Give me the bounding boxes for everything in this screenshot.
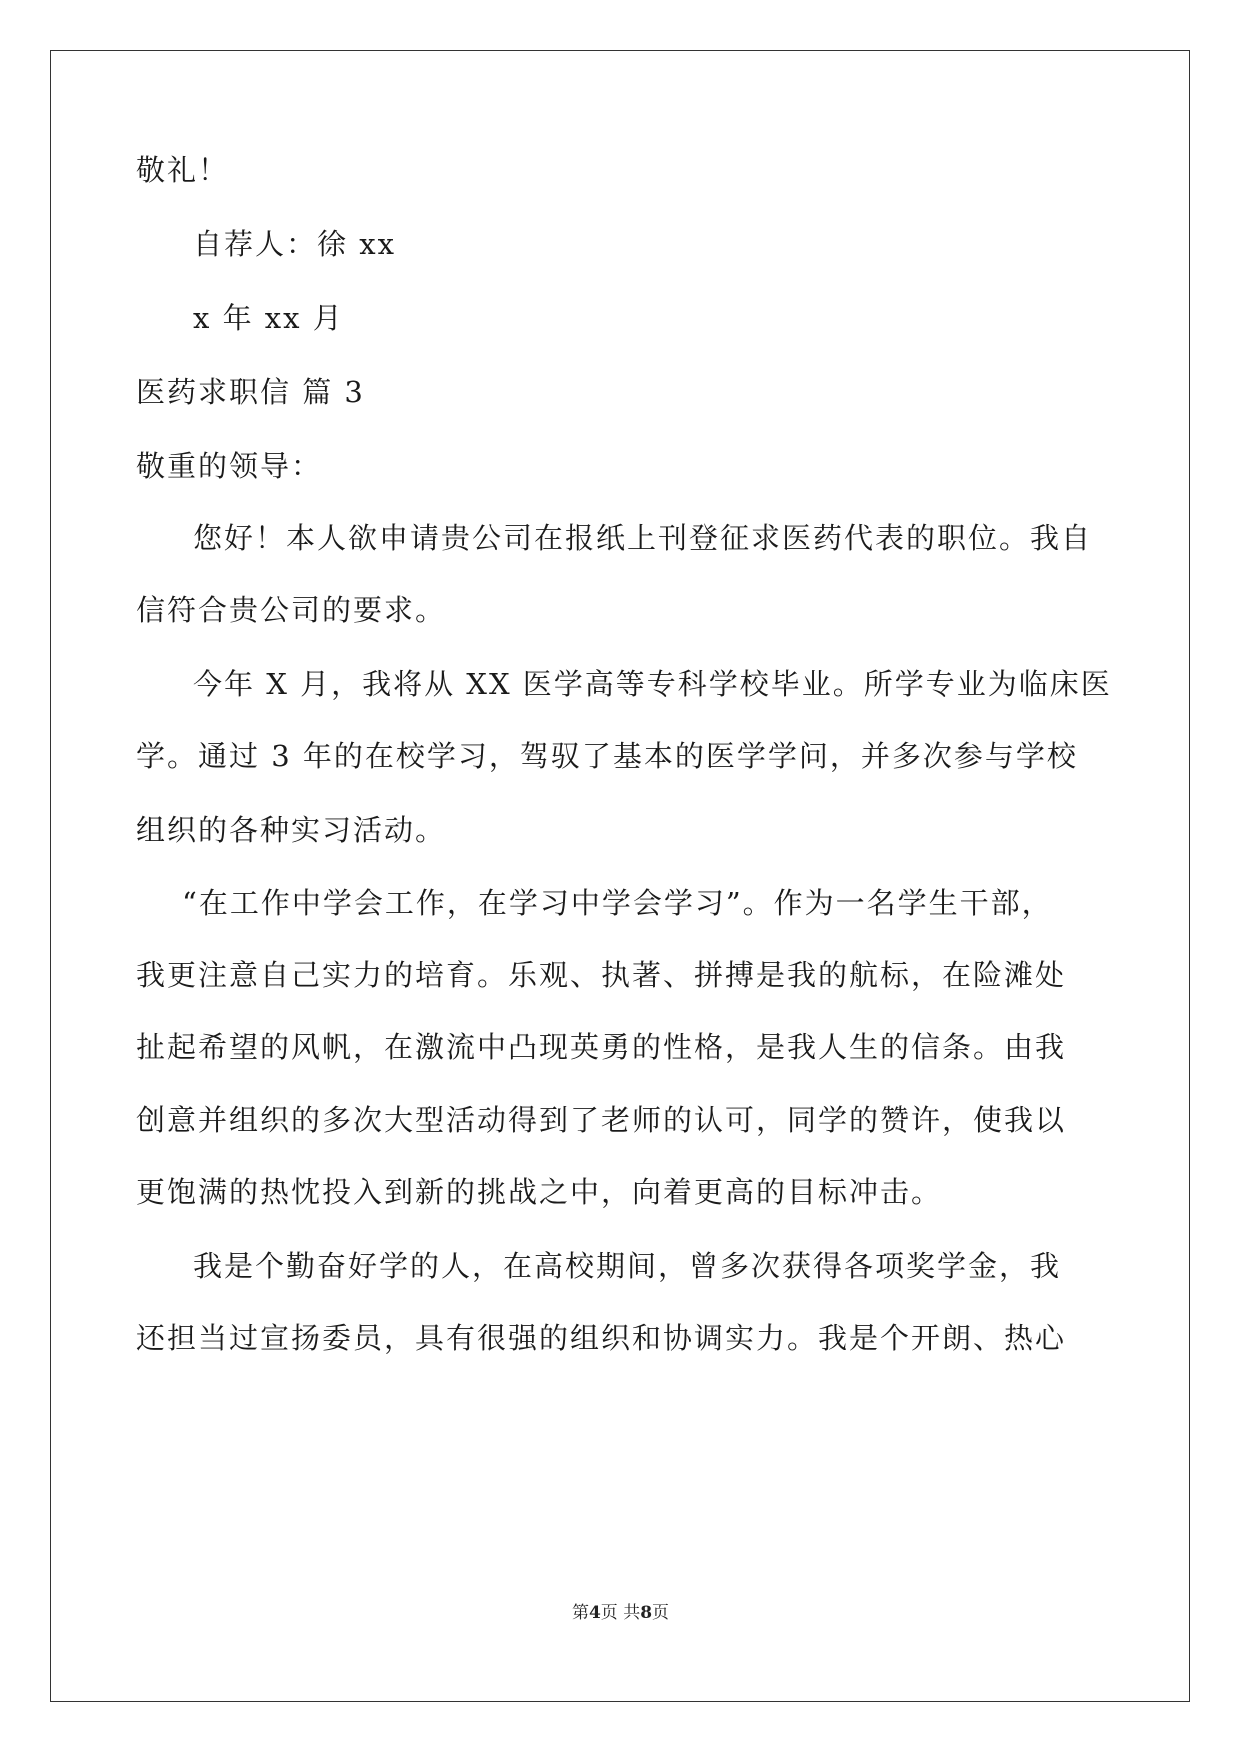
footer-mid: 页 共 <box>600 1603 641 1623</box>
paragraph-line: 创意并组织的多次大型活动得到了老师的认可，同学的赞许，使我以 <box>136 1103 1067 1137</box>
signature-line: 自荐人：徐 xx <box>193 227 396 261</box>
total-page-number: 8 <box>640 1603 653 1623</box>
date-line: x 年 xx 月 <box>193 301 344 335</box>
current-page-number: 4 <box>588 1603 601 1623</box>
salutation: 敬重的领导： <box>136 449 323 483</box>
paragraph-line: 信符合贵公司的要求。 <box>136 593 447 627</box>
footer-prefix: 第 <box>571 1603 589 1623</box>
paragraph-line: 我是个勤奋好学的人，在高校期间，曾多次获得各项奖学金，我 <box>193 1249 1062 1283</box>
paragraph-line: 组织的各种实习活动。 <box>136 813 447 847</box>
paragraph-line: 更饱满的热忱投入到新的挑战之中，向着更高的目标冲击。 <box>136 1175 943 1209</box>
paragraph-line: 我更注意自己实力的培育。乐观、执著、拼搏是我的航标，在险滩处 <box>136 958 1067 992</box>
paragraph-line: 还担当过宣扬委员，具有很强的组织和协调实力。我是个开朗、热心 <box>136 1321 1067 1355</box>
paragraph-line: “在工作中学会工作，在学习中学会学习”。作为一名学生干部， <box>182 886 1053 920</box>
paragraph-line: 今年 X 月，我将从 XX 医学高等专科学校毕业。所学专业为临床医 <box>193 667 1112 701</box>
paragraph-line: 学。通过 3 年的在校学习，驾驭了基本的医学学问，并多次参与学校 <box>136 739 1078 773</box>
closing-text: 敬礼！ <box>136 153 230 187</box>
paragraph-line: 您好！本人欲申请贵公司在报纸上刊登征求医药代表的职位。我自 <box>193 521 1093 555</box>
paragraph-line: 扯起希望的风帆，在激流中凸现英勇的性格，是我人生的信条。由我 <box>136 1030 1067 1064</box>
section-title: 医药求职信 篇 3 <box>136 375 365 409</box>
footer-suffix: 页 <box>652 1603 670 1623</box>
page-footer <box>0 1598 1241 1623</box>
